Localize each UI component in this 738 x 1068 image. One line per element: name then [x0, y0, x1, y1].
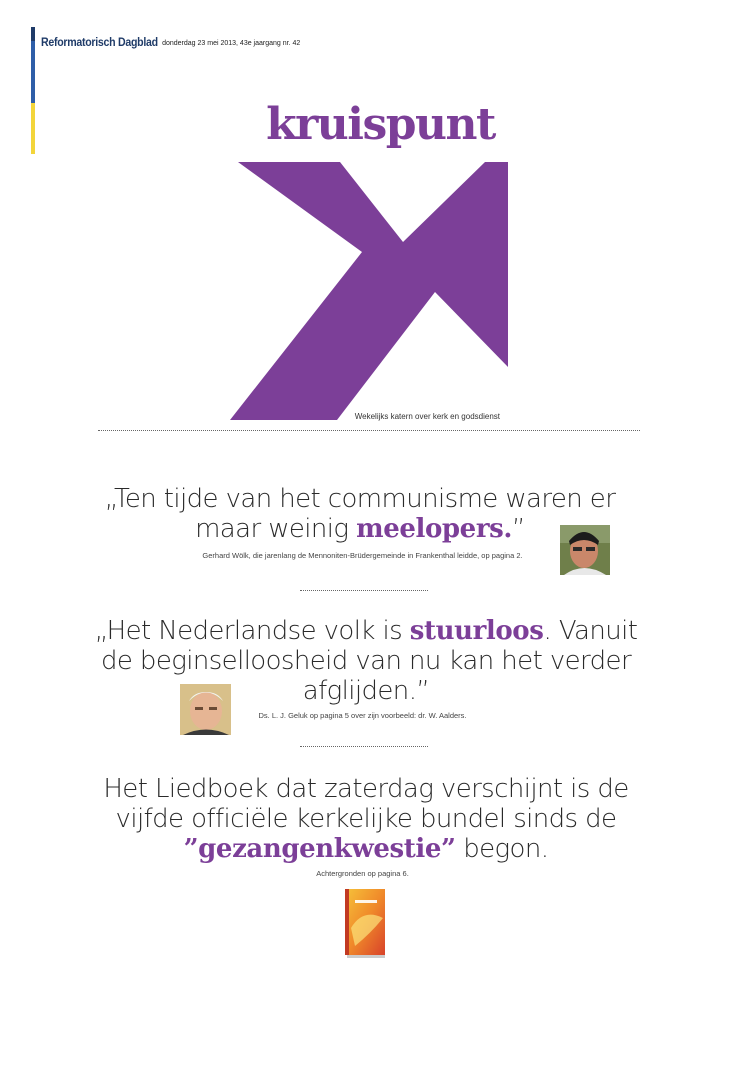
cross-logo-icon	[230, 162, 510, 424]
portrait-photo-wolk	[560, 525, 610, 575]
divider	[300, 746, 428, 747]
pull-quote-1	[100, 484, 620, 544]
section-title: kruispunt	[266, 99, 495, 150]
quote-caption-2: Ds. L. J. Geluk op pagina 5 over zijn voorbeeld: dr. W. Aalders.	[258, 711, 467, 720]
liedboek-cover-photo	[343, 888, 387, 958]
newspaper-name: Reformatorisch Dagblad	[41, 37, 158, 49]
masthead-color-bar	[31, 27, 35, 154]
section-tagline: Wekelijks katern over kerk en godsdienst	[354, 412, 500, 421]
divider	[98, 430, 640, 431]
pull-quote-2	[90, 616, 642, 706]
quote-line: „Het Nederlandse volk is stuurloos. Vanuit	[94, 616, 638, 646]
dateline: donderdag 23 mei 2013, 43e jaargang nr. 42	[162, 40, 301, 47]
quote-line: afglijden.”	[302, 676, 430, 706]
quote-caption-3: Achtergronden op pagina 6.	[316, 869, 409, 878]
quote-caption-1: Gerhard Wölk, die jarenlang de Mennoniten-Brüdergemeinde in Frankenthal leidde, op pagina 2.	[202, 551, 523, 560]
quote-line: de beginselloosheid van nu kan het verder	[100, 646, 632, 676]
quote-line: maar weinig meelopers.”	[195, 514, 525, 544]
masthead	[41, 31, 300, 47]
divider	[300, 590, 428, 591]
pull-quote-3	[90, 774, 642, 864]
quote-line: ”gezangenkwestie” begon.	[183, 834, 549, 864]
highlighted-word: meelopers.	[356, 514, 513, 544]
highlighted-word: ”gezangenkwestie”	[183, 834, 456, 864]
quote-line: vijfde officiële kerkelijke bundel sinds de	[115, 804, 617, 834]
quote-line: „Ten tijde van het communisme waren er	[104, 484, 616, 514]
portrait-photo-geluk	[180, 684, 231, 735]
quote-line: Het Liedboek dat zaterdag verschijnt is de	[103, 774, 629, 804]
highlighted-word: stuurloos	[409, 616, 544, 646]
